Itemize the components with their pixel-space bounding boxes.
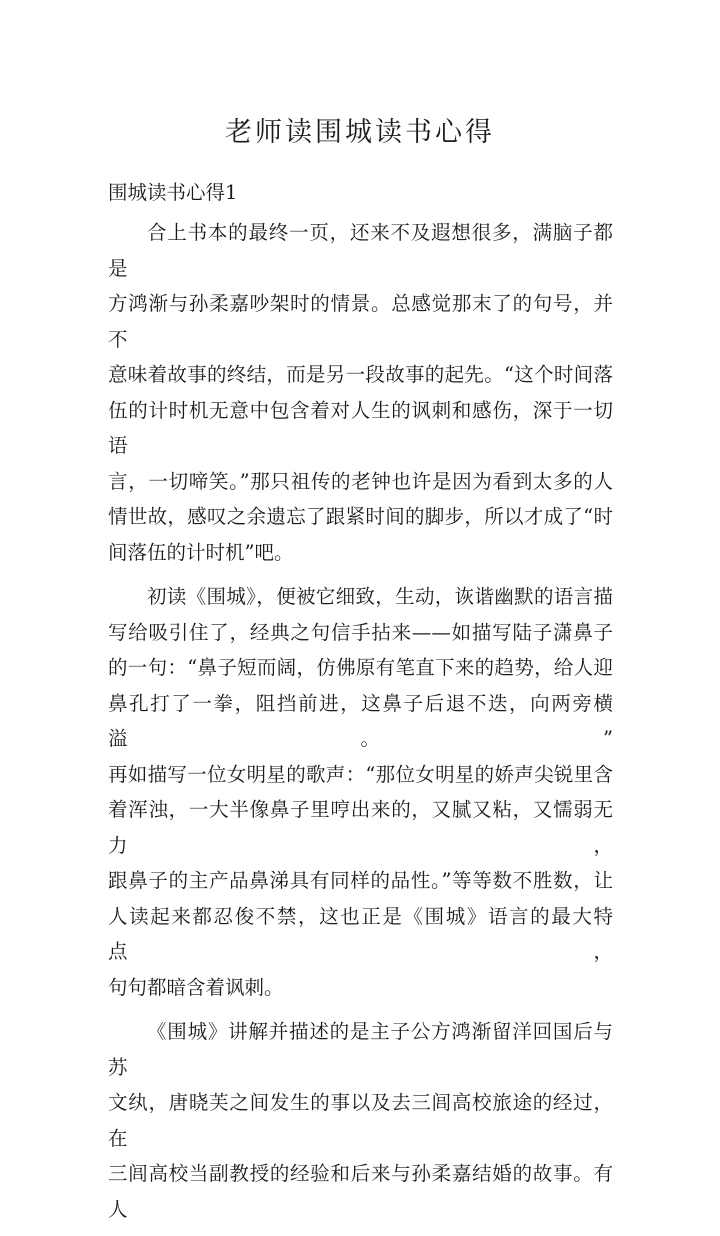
text-line: 方鸿渐与孙柔嘉吵架时的情景。总感觉那末了的句号，并不 bbox=[108, 292, 613, 351]
text-line: 合上书本的最终一页，还来不及遐想很多，满脑子都是 bbox=[108, 221, 613, 280]
body-text bbox=[108, 215, 613, 1236]
text-line: 跟鼻子的主产品鼻涕具有同样的品性。”等等数不胜数，让 bbox=[108, 869, 613, 892]
paragraph bbox=[108, 579, 613, 1005]
text-line: 伍的计时机无意中包含着对人生的讽刺和感伤，深于一切语 bbox=[108, 398, 613, 457]
text-line: 三闾高校当副教授的经验和后来与孙柔嘉结婚的故事。有人 bbox=[108, 1162, 613, 1221]
text-line: 句句都暗含着讽刺。 bbox=[108, 975, 284, 999]
text-line: 鼻孔打了一拳，阻挡前进，这鼻子后退不迭，向两旁横溢。” bbox=[108, 691, 613, 750]
text-line: 着浑浊，一大半像鼻子里哼出来的，又腻又粘，又懦弱无力， bbox=[108, 798, 613, 857]
text-line: 意味着故事的终结，而是另一段故事的起先。“这个时间落 bbox=[108, 363, 613, 386]
text-line: 情世故，感叹之余遗忘了跟紧时间的脚步，所以才成了“时 bbox=[108, 505, 613, 528]
text-line: 人读起来都忍俊不禁，这也正是《围城》语言的最大特点， bbox=[108, 904, 613, 963]
text-line: 再如描写一位女明星的歌声：“那位女明星的娇声尖锐里含 bbox=[108, 762, 613, 786]
text-line: 《围城》讲解并描述的是主子公方鸿渐留洋回国后与苏 bbox=[108, 1020, 613, 1079]
text-line: 间落伍的计时机”吧。 bbox=[108, 540, 294, 564]
text-line: 写给吸引住了，经典之句信手拈来——如描写陆子潇鼻子 bbox=[108, 620, 613, 644]
section-heading: 围城读书心得1 bbox=[108, 181, 238, 204]
document-title: 老师读围城读书心得 bbox=[225, 117, 495, 148]
text-line: 的一句：“鼻子短而阔，仿佛原有笔直下来的趋势，给人迎 bbox=[108, 656, 613, 679]
text-line: 言，一切啼笑。”那只祖传的老钟也许是因为看到太多的人 bbox=[108, 469, 613, 493]
paragraph bbox=[108, 1014, 613, 1227]
text-line: 初读《围城》，便被它细致，生动，诙谐幽默的语言描 bbox=[147, 585, 613, 608]
paragraph bbox=[108, 215, 613, 570]
text-line: 文纨，唐晓芙之间发生的事以及去三闾高校旅途的经过，在 bbox=[108, 1091, 613, 1150]
